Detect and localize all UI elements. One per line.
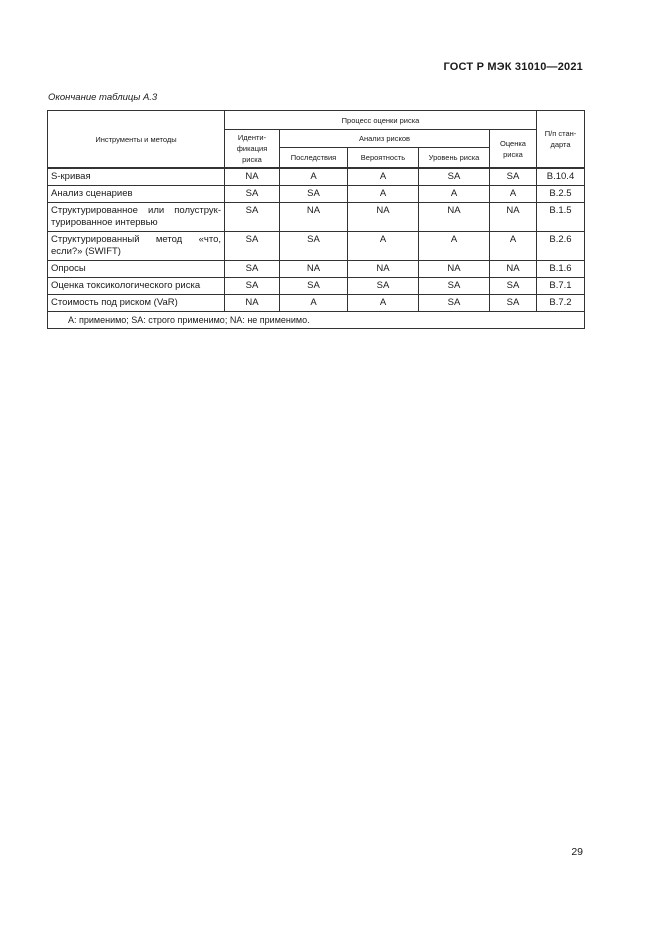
identification-cell: SA — [225, 186, 280, 203]
consequences-cell: NA — [280, 261, 348, 278]
header-likelihood: Вероятность — [348, 147, 419, 168]
risk-level-cell: NA — [419, 261, 490, 278]
consequences-cell: NA — [280, 203, 348, 232]
consequences-cell: SA — [280, 232, 348, 261]
consequences-cell: SA — [280, 186, 348, 203]
consequences-cell: SA — [280, 278, 348, 295]
evaluation-cell: NA — [490, 261, 537, 278]
likelihood-cell: NA — [348, 203, 419, 232]
likelihood-cell: A — [348, 168, 419, 186]
risk-level-cell: A — [419, 186, 490, 203]
identification-cell: SA — [225, 261, 280, 278]
table-row — [48, 168, 585, 186]
header-clause: П/п стан- дарта — [537, 111, 585, 169]
table-caption: Окончание таблицы А.3 — [48, 92, 158, 103]
identification-cell: SA — [225, 203, 280, 232]
consequences-cell: A — [280, 295, 348, 312]
consequences-cell: A — [280, 168, 348, 186]
clause-cell: B.7.2 — [537, 295, 585, 312]
table-row — [48, 186, 585, 203]
identification-cell: NA — [225, 295, 280, 312]
header-identification: Иденти- фикация риска — [225, 130, 280, 169]
likelihood-cell: NA — [348, 261, 419, 278]
header-risk-level: Уровень риска — [419, 147, 490, 168]
evaluation-cell: A — [490, 186, 537, 203]
clause-cell: B.7.1 — [537, 278, 585, 295]
method-cell: Структурированное или полуструк- турированное интервью — [48, 203, 225, 232]
risk-level-cell: SA — [419, 168, 490, 186]
evaluation-cell: SA — [490, 278, 537, 295]
header-process: Процесс оценки риска — [225, 111, 537, 130]
risk-level-cell: SA — [419, 295, 490, 312]
header-consequences: Последствия — [280, 147, 348, 168]
clause-cell: B.1.5 — [537, 203, 585, 232]
method-cell: S-кривая — [48, 168, 225, 186]
header-tools: Инструменты и методы — [48, 111, 225, 169]
table-row — [48, 232, 585, 261]
method-cell: Оценка токсикологического риска — [48, 278, 225, 295]
clause-cell: B.2.5 — [537, 186, 585, 203]
method-cell: Стоимость под риском (VaR) — [48, 295, 225, 312]
likelihood-cell: SA — [348, 278, 419, 295]
risk-level-cell: A — [419, 232, 490, 261]
method-cell: Анализ сценариев — [48, 186, 225, 203]
evaluation-cell: SA — [490, 168, 537, 186]
identification-cell: SA — [225, 278, 280, 295]
header-analysis: Анализ рисков — [280, 130, 490, 148]
identification-cell: NA — [225, 168, 280, 186]
page-number: 29 — [571, 846, 583, 858]
identification-cell: SA — [225, 232, 280, 261]
table-row — [48, 278, 585, 295]
evaluation-cell: SA — [490, 295, 537, 312]
clause-cell: B.10.4 — [537, 168, 585, 186]
table-note-row — [48, 312, 585, 329]
risk-level-cell: NA — [419, 203, 490, 232]
evaluation-cell: A — [490, 232, 537, 261]
clause-cell: B.1.6 — [537, 261, 585, 278]
risk-level-cell: SA — [419, 278, 490, 295]
clause-cell: B.2.6 — [537, 232, 585, 261]
document-id: ГОСТ Р МЭК 31010—2021 — [443, 61, 583, 73]
evaluation-cell: NA — [490, 203, 537, 232]
header-evaluation: Оценка риска — [490, 130, 537, 169]
likelihood-cell: A — [348, 295, 419, 312]
table-row — [48, 261, 585, 278]
likelihood-cell: A — [348, 186, 419, 203]
method-cell: Структурированный метод «что, если?» (SWIFT) — [48, 232, 225, 261]
risk-assessment-table — [47, 110, 585, 329]
method-cell: Опросы — [48, 261, 225, 278]
table-row — [48, 295, 585, 312]
table-row — [48, 203, 585, 232]
table-legend-note: A: применимо; SA: строго применимо; NA: не применимо. — [48, 312, 585, 329]
likelihood-cell: A — [348, 232, 419, 261]
